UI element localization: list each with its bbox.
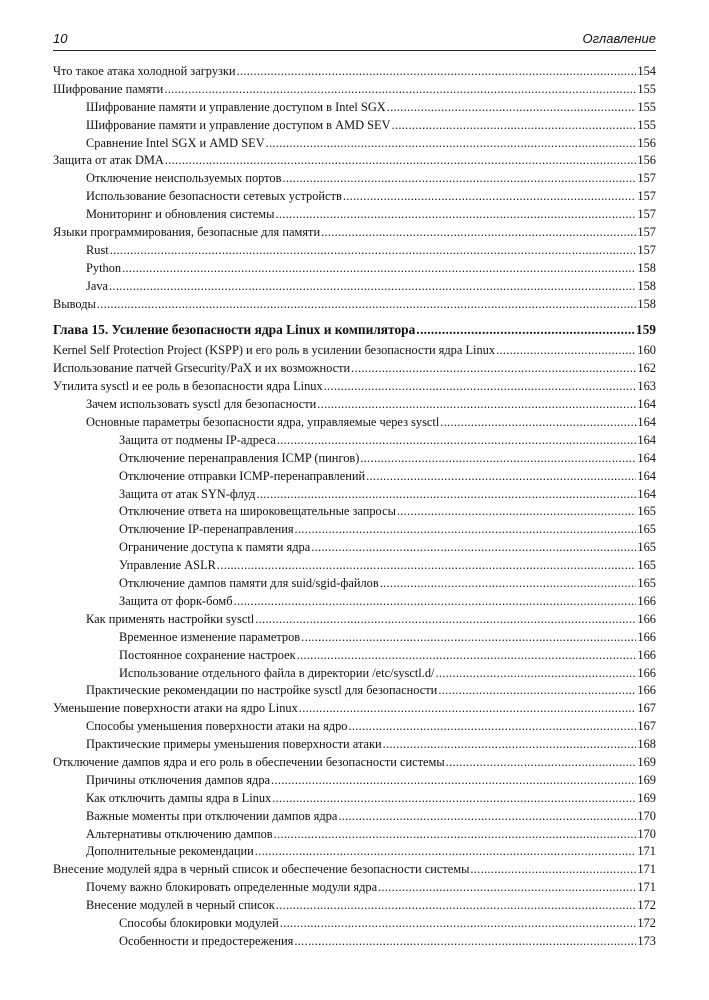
toc-entry-title: Шифрование памяти и управление доступом в Intel SGX [86,99,386,114]
toc-entry-title: Ограничение доступа к памяти ядра [119,540,311,555]
toc-entry[interactable] [53,297,656,315]
toc-entry[interactable] [53,827,656,845]
toc-entry-page: 169 [637,754,656,769]
dot-leader [438,683,636,698]
toc-entry[interactable] [53,666,656,684]
toc-entry-page: 156 [637,153,656,168]
dot-leader [217,558,636,573]
dot-leader [321,225,636,240]
toc-entry-title: Отключение дампов памяти для suid/sgid-файлов [119,576,379,591]
toc-entry[interactable] [53,433,656,451]
toc-entry-page: 160 [637,343,656,358]
toc-entry-page: 164 [637,450,656,465]
dot-leader [97,297,637,312]
dot-leader [109,279,636,294]
toc-entry[interactable] [53,82,656,100]
dot-leader [165,153,637,168]
toc-entry[interactable] [53,64,656,82]
toc-entry-title: Отключение ответа на широковещательные запросы [119,504,396,519]
toc-entry-page: 171 [637,862,656,877]
toc-entry-page: 163 [637,379,656,394]
toc-entry-title: Kernel Self Protection Project (KSPP) и его роль в усилении безопасности ядра Linux [53,343,496,358]
toc-entry-title: Внесение модулей ядра в черный список и обеспечение безопасности системы [53,862,470,877]
running-header [53,30,656,51]
toc-entry-page: 164 [637,468,656,483]
toc-entry[interactable] [53,171,656,189]
toc-entry-title: Уменьшение поверхности атаки на ядро Linux [53,701,298,716]
toc-entry[interactable] [53,397,656,415]
toc-entry[interactable] [53,576,656,594]
toc-entry[interactable] [53,898,656,916]
dot-leader [274,827,637,842]
toc-entry-page: 166 [637,629,656,644]
toc-entry-title: Зачем использовать sysctl для безопасности [86,397,317,412]
toc-entry[interactable] [53,809,656,827]
toc-entry-page: 155 [637,117,656,132]
toc-entry-page: 164 [637,486,656,501]
toc-entry[interactable] [53,379,656,397]
dot-leader [440,415,636,430]
dot-leader [360,451,636,466]
toc-entry-page: 166 [637,593,656,608]
dot-leader [416,322,635,338]
toc-entry[interactable] [53,880,656,898]
toc-entry[interactable] [53,118,656,136]
toc-entry[interactable] [53,558,656,576]
toc-entry-page: 173 [637,933,656,948]
dot-leader [294,934,636,949]
chapter-gap [53,314,656,322]
dot-leader [276,898,637,913]
toc-entry-page: 168 [637,737,656,752]
toc-entry[interactable] [53,719,656,737]
toc-entry-page: 154 [637,64,656,78]
toc-entry-title: Использование отдельного файла в директории /etc/sysctl.d/ [119,665,435,680]
toc-entry-page: 169 [637,772,656,787]
dot-leader [282,171,636,186]
toc-entry-page: 165 [637,558,656,573]
toc-entry-title: Особенности и предостережения [119,933,294,948]
toc-entry-title: Утилита sysctl и ее роль в безопасности ядра Linux [53,379,323,394]
toc-entry-title: Сравнение Intel SGX и AMD SEV [86,135,265,150]
toc-entry-page: 167 [637,701,656,716]
toc-entry-page: 158 [637,296,656,311]
toc-entry[interactable] [53,522,656,540]
dot-leader [301,630,636,645]
toc-entry-page: 157 [637,189,656,204]
toc-entry-title: Постоянное сохранение настроек [119,647,296,662]
toc-entry[interactable] [53,100,656,118]
toc-entry-page: 159 [635,322,656,338]
toc-entry-title: Способы уменьшения поверхности атаки на ядро [86,719,348,734]
dot-leader [470,862,636,877]
dot-leader [317,397,636,412]
toc-entry[interactable] [53,844,656,862]
toc-entry-page: 157 [637,242,656,257]
toc-entry-page: 165 [637,522,656,537]
dot-leader [255,844,637,859]
dot-leader [266,136,637,151]
toc-entry-page: 155 [637,81,656,96]
toc-entry-title: Причины отключения дампов ядра [86,772,271,787]
dot-leader [324,379,637,394]
toc-entry-title: Отключение перенаправления ICMP (пингов) [119,450,360,465]
toc-entry-title: Способы блокировки модулей [119,915,279,930]
toc-entry-title: Отключение неиспользуемых портов [86,171,282,186]
toc-entry-title: Отключение IP-перенаправления [119,522,294,537]
table-of-contents [53,64,656,952]
toc-entry[interactable] [53,916,656,934]
toc-entry-page: 165 [637,504,656,519]
dot-leader [234,594,637,609]
toc-entry-page: 164 [637,415,656,430]
toc-entry-title: Мониторинг и обновления системы [86,207,275,222]
dot-leader [295,522,637,537]
toc-chapter-entry[interactable] [53,322,656,343]
toc-entry-title: Защита от форк-бомб [119,593,233,608]
toc-entry-page: 164 [637,397,656,412]
toc-entry[interactable] [53,504,656,522]
dot-leader [343,189,637,204]
dot-leader [496,343,636,358]
toc-entry-page: 172 [637,898,656,913]
dot-leader [256,487,636,502]
toc-entry-page: 165 [637,540,656,555]
toc-entry-page: 156 [637,135,656,150]
toc-entry[interactable] [53,594,656,612]
toc-entry-page: 170 [637,826,656,841]
toc-entry-title: Альтернативы отключению дампов [86,826,273,841]
toc-entry-title: Python [86,260,122,275]
dot-leader [122,261,636,276]
toc-entry[interactable] [53,153,656,171]
toc-entry-title: Отключение дампов ядра и его роль в обеспечении безопасности системы [53,754,445,769]
toc-entry[interactable] [53,225,656,243]
toc-entry-page: 166 [637,647,656,662]
toc-entry-title: Практические примеры уменьшения поверхности атаки [86,737,382,752]
toc-entry[interactable] [53,487,656,505]
dot-leader [255,612,636,627]
dot-leader [351,361,636,376]
toc-entry[interactable] [53,415,656,433]
dot-leader [338,809,636,824]
toc-entry-page: 167 [637,719,656,734]
toc-entry[interactable] [53,279,656,297]
toc-entry-title: Практические рекомендации по настройке sysctl для безопасности [86,683,438,698]
toc-entry[interactable] [53,737,656,755]
running-title: Оглавление [582,31,656,46]
toc-entry[interactable] [53,862,656,880]
toc-entry-title: Основные параметры безопасности ядра, управляемые через sysctl [86,415,440,430]
toc-entry[interactable] [53,934,656,952]
toc-entry-title: Защита от атак SYN-флуд [119,486,256,501]
toc-entry-title: Отключение отправки ICMP-перенаправлений [119,468,366,483]
toc-entry[interactable] [53,612,656,630]
toc-entry-title: Важные моменты при отключении дампов ядра [86,808,338,823]
dot-leader [397,504,637,519]
dot-leader [311,540,636,555]
toc-entry-title: Rust [86,242,109,257]
toc-entry-title: Защита от атак DMA [53,153,164,168]
toc-entry[interactable] [53,361,656,379]
toc-entry-page: 155 [637,99,656,114]
toc-entry[interactable] [53,343,656,361]
toc-entry-title: Внесение модулей в черный список [86,898,275,913]
toc-entry-title: Защита от подмены IP-адреса [119,432,276,447]
toc-entry-title: Временное изменение параметров [119,629,301,644]
dot-leader [348,719,636,734]
dot-leader [378,880,636,895]
toc-entry-page: 166 [637,611,656,626]
toc-entry-title: Шифрование памяти и управление доступом в AMD SEV [86,117,391,132]
dot-leader [271,773,636,788]
toc-entry[interactable] [53,683,656,701]
toc-entry-page: 157 [637,207,656,222]
toc-entry-page: 164 [637,432,656,447]
dot-leader [299,701,637,716]
toc-entry[interactable] [53,451,656,469]
toc-entry-page: 158 [637,278,656,293]
toc-entry-page: 170 [637,808,656,823]
toc-entry-page: 171 [637,880,656,895]
dot-leader [272,791,636,806]
toc-entry-page: 158 [637,260,656,275]
toc-entry-title: Как отключить дампы ядра в Linux [86,790,272,805]
toc-entry[interactable] [53,189,656,207]
toc-entry[interactable] [53,540,656,558]
toc-entry-title: Глава 15. Усиление безопасности ядра Linux и компилятора [53,322,416,338]
dot-leader [387,100,637,115]
toc-entry-page: 172 [637,915,656,930]
toc-entry-page: 169 [637,790,656,805]
dot-leader [164,82,636,97]
dot-leader [366,469,636,484]
toc-entry-page: 157 [637,171,656,186]
toc-entry-page: 171 [637,844,656,859]
dot-leader [110,243,637,258]
toc-entry[interactable] [53,755,656,773]
toc-entry[interactable] [53,791,656,809]
toc-entry-title: Что такое атака холодной загрузки [53,64,236,78]
dot-leader [280,916,637,931]
toc-entry-page: 165 [637,576,656,591]
toc-entry-title: Языки программирования, безопасные для памяти [53,225,321,240]
dot-leader [435,666,636,681]
toc-entry-title: Шифрование памяти [53,81,164,96]
dot-leader [380,576,637,591]
toc-entry-title: Как применять настройки sysctl [86,611,255,626]
toc-entry-page: 162 [637,361,656,376]
dot-leader [446,755,637,770]
toc-entry-title: Использование патчей Grsecurity/PaX и их возможности [53,361,351,376]
dot-leader [237,64,637,79]
page-number: 10 [53,31,68,46]
toc-entry[interactable] [53,773,656,791]
toc-entry[interactable] [53,648,656,666]
toc-entry-title: Дополнительные рекомендации [86,844,254,859]
dot-leader [392,118,637,133]
toc-entry[interactable] [53,207,656,225]
dot-leader [297,648,637,663]
toc-entry[interactable] [53,701,656,719]
toc-entry-page: 157 [637,225,656,240]
dot-leader [275,207,636,222]
toc-entry[interactable] [53,261,656,279]
toc-entry[interactable] [53,243,656,261]
toc-entry-title: Использование безопасности сетевых устройств [86,189,342,204]
toc-entry-title: Почему важно блокировать определенные модули ядра [86,880,378,895]
dot-leader [383,737,637,752]
toc-entry-title: Java [86,278,109,293]
toc-entry[interactable] [53,136,656,154]
toc-entry-page: 166 [637,683,656,698]
toc-entry-page: 166 [637,665,656,680]
toc-entry-title: Управление ASLR [119,558,216,573]
toc-entry[interactable] [53,630,656,648]
dot-leader [277,433,637,448]
toc-entry[interactable] [53,469,656,487]
toc-entry-title: Выводы [53,296,96,311]
